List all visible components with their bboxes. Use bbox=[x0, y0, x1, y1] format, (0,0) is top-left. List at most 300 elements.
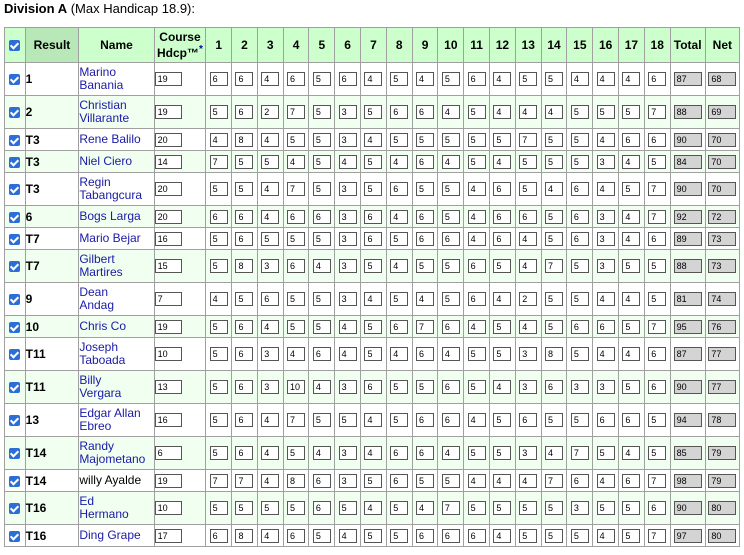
hole-score-input[interactable]: 6 bbox=[364, 232, 382, 246]
hole-score-input[interactable]: 4 bbox=[261, 446, 279, 460]
hole-score-input[interactable]: 3 bbox=[339, 259, 357, 273]
hole-score-input[interactable]: 4 bbox=[442, 105, 460, 119]
hole-score-input[interactable]: 5 bbox=[468, 501, 486, 515]
hole-score-input[interactable]: 5 bbox=[390, 380, 408, 394]
hole-score-input[interactable]: 5 bbox=[287, 133, 305, 147]
hole-score-input[interactable]: 3 bbox=[339, 182, 357, 196]
hole-score-input[interactable]: 4 bbox=[622, 72, 640, 86]
hdcp-input[interactable]: 14 bbox=[155, 155, 182, 169]
hole-score-input[interactable]: 6 bbox=[442, 232, 460, 246]
hole-score-input[interactable]: 5 bbox=[493, 320, 511, 334]
hole-score-input[interactable]: 6 bbox=[622, 133, 640, 147]
hole-score-input[interactable]: 5 bbox=[442, 259, 460, 273]
hole-score-input[interactable]: 5 bbox=[210, 347, 228, 361]
hole-score-input[interactable]: 4 bbox=[597, 72, 615, 86]
hole-score-input[interactable]: 4 bbox=[519, 259, 537, 273]
hole-score-input[interactable]: 5 bbox=[210, 501, 228, 515]
hole-score-input[interactable]: 5 bbox=[519, 529, 537, 543]
hole-score-input[interactable]: 5 bbox=[287, 232, 305, 246]
player-name-link[interactable] bbox=[79, 494, 128, 521]
hole-score-input[interactable]: 6 bbox=[235, 413, 253, 427]
row-checkbox[interactable] bbox=[9, 448, 20, 459]
hole-score-input[interactable]: 5 bbox=[313, 72, 331, 86]
hole-score-input[interactable]: 6 bbox=[287, 72, 305, 86]
hole-score-input[interactable]: 4 bbox=[622, 347, 640, 361]
hole-score-input[interactable]: 6 bbox=[468, 72, 486, 86]
hole-score-input[interactable]: 5 bbox=[235, 155, 253, 169]
hole-score-input[interactable]: 6 bbox=[442, 380, 460, 394]
hole-score-input[interactable]: 4 bbox=[390, 259, 408, 273]
hole-score-input[interactable]: 3 bbox=[339, 474, 357, 488]
hole-score-input[interactable]: 5 bbox=[545, 232, 563, 246]
hole-score-input[interactable]: 3 bbox=[261, 347, 279, 361]
hole-score-input[interactable]: 4 bbox=[210, 292, 228, 306]
hole-score-input[interactable]: 3 bbox=[261, 259, 279, 273]
hole-score-input[interactable]: 5 bbox=[493, 501, 511, 515]
hdcp-input[interactable]: 19 bbox=[155, 105, 182, 119]
hole-score-input[interactable]: 5 bbox=[416, 133, 434, 147]
hole-score-input[interactable]: 4 bbox=[287, 347, 305, 361]
hole-score-input[interactable]: 5 bbox=[493, 133, 511, 147]
hole-score-input[interactable]: 4 bbox=[364, 446, 382, 460]
hole-score-input[interactable]: 4 bbox=[571, 72, 589, 86]
hole-score-input[interactable]: 5 bbox=[442, 474, 460, 488]
hole-score-input[interactable]: 4 bbox=[313, 380, 331, 394]
hole-score-input[interactable]: 4 bbox=[416, 292, 434, 306]
hole-score-input[interactable]: 4 bbox=[261, 320, 279, 334]
row-checkbox[interactable] bbox=[9, 184, 20, 195]
hole-score-input[interactable]: 5 bbox=[390, 72, 408, 86]
hole-score-input[interactable]: 4 bbox=[597, 292, 615, 306]
hole-score-input[interactable]: 3 bbox=[519, 380, 537, 394]
hole-score-input[interactable]: 5 bbox=[364, 347, 382, 361]
hole-score-input[interactable]: 4 bbox=[468, 413, 486, 427]
hole-score-input[interactable]: 6 bbox=[519, 413, 537, 427]
hole-score-input[interactable]: 6 bbox=[313, 210, 331, 224]
hdcp-input[interactable]: 20 bbox=[155, 210, 182, 224]
hole-score-input[interactable]: 5 bbox=[210, 320, 228, 334]
row-checkbox[interactable] bbox=[9, 349, 20, 360]
hole-score-input[interactable]: 4 bbox=[390, 210, 408, 224]
hole-score-input[interactable]: 5 bbox=[210, 259, 228, 273]
hole-score-input[interactable]: 6 bbox=[364, 380, 382, 394]
hole-score-input[interactable]: 6 bbox=[571, 210, 589, 224]
hole-score-input[interactable]: 4 bbox=[545, 182, 563, 196]
hole-score-input[interactable]: 6 bbox=[571, 182, 589, 196]
hole-score-input[interactable]: 5 bbox=[622, 501, 640, 515]
hole-score-input[interactable]: 6 bbox=[416, 232, 434, 246]
hole-score-input[interactable]: 5 bbox=[235, 292, 253, 306]
hole-score-input[interactable]: 5 bbox=[468, 133, 486, 147]
row-checkbox[interactable] bbox=[9, 107, 20, 118]
hole-score-input[interactable]: 5 bbox=[571, 155, 589, 169]
hole-score-input[interactable]: 4 bbox=[416, 501, 434, 515]
hole-score-input[interactable]: 5 bbox=[571, 105, 589, 119]
hdcp-input[interactable]: 19 bbox=[155, 320, 182, 334]
hole-score-input[interactable]: 4 bbox=[442, 446, 460, 460]
hole-score-input[interactable]: 5 bbox=[442, 182, 460, 196]
select-all-checkbox[interactable] bbox=[9, 40, 20, 51]
hole-score-input[interactable]: 6 bbox=[210, 72, 228, 86]
player-name-link[interactable] bbox=[79, 528, 140, 542]
hole-score-input[interactable]: 5 bbox=[571, 347, 589, 361]
hole-score-input[interactable]: 4 bbox=[261, 413, 279, 427]
hole-score-input[interactable]: 6 bbox=[571, 474, 589, 488]
hole-score-input[interactable]: 5 bbox=[493, 259, 511, 273]
hole-score-input[interactable]: 4 bbox=[210, 133, 228, 147]
hole-score-input[interactable]: 5 bbox=[442, 72, 460, 86]
hole-score-input[interactable]: 6 bbox=[210, 210, 228, 224]
hole-score-input[interactable]: 7 bbox=[648, 529, 666, 543]
hole-score-input[interactable]: 4 bbox=[364, 501, 382, 515]
hole-score-input[interactable]: 6 bbox=[571, 232, 589, 246]
player-name-link[interactable] bbox=[79, 285, 114, 312]
hole-score-input[interactable]: 5 bbox=[442, 292, 460, 306]
hdcp-input[interactable]: 17 bbox=[155, 529, 182, 543]
hole-score-input[interactable]: 6 bbox=[493, 182, 511, 196]
hole-score-input[interactable]: 6 bbox=[390, 446, 408, 460]
row-checkbox[interactable] bbox=[9, 234, 20, 245]
hole-score-input[interactable]: 6 bbox=[287, 210, 305, 224]
hole-score-input[interactable]: 6 bbox=[416, 105, 434, 119]
hole-score-input[interactable]: 6 bbox=[287, 259, 305, 273]
hole-score-input[interactable]: 6 bbox=[235, 347, 253, 361]
hole-score-input[interactable]: 6 bbox=[313, 474, 331, 488]
hole-score-input[interactable]: 6 bbox=[261, 292, 279, 306]
hole-score-input[interactable]: 6 bbox=[235, 210, 253, 224]
hole-score-input[interactable]: 5 bbox=[416, 380, 434, 394]
hole-score-input[interactable]: 5 bbox=[597, 501, 615, 515]
player-name-link[interactable] bbox=[79, 319, 126, 333]
hole-score-input[interactable]: 6 bbox=[468, 292, 486, 306]
hole-score-input[interactable]: 6 bbox=[235, 320, 253, 334]
hole-score-input[interactable]: 5 bbox=[545, 210, 563, 224]
hole-score-input[interactable]: 7 bbox=[545, 474, 563, 488]
hole-score-input[interactable]: 5 bbox=[571, 292, 589, 306]
result-header[interactable]: Result bbox=[25, 28, 79, 63]
hole-score-input[interactable]: 3 bbox=[339, 380, 357, 394]
hole-score-input[interactable]: 7 bbox=[287, 413, 305, 427]
hole-score-input[interactable]: 4 bbox=[261, 72, 279, 86]
row-checkbox[interactable] bbox=[9, 261, 20, 272]
hole-score-input[interactable]: 5 bbox=[648, 413, 666, 427]
hole-score-input[interactable]: 4 bbox=[364, 72, 382, 86]
hole-score-input[interactable]: 4 bbox=[622, 292, 640, 306]
hdcp-input[interactable]: 10 bbox=[155, 347, 182, 361]
hole-score-input[interactable]: 5 bbox=[390, 413, 408, 427]
hole-score-input[interactable]: 7 bbox=[648, 474, 666, 488]
hole-score-input[interactable]: 6 bbox=[416, 529, 434, 543]
hole-score-input[interactable]: 5 bbox=[235, 501, 253, 515]
hole-score-input[interactable]: 5 bbox=[622, 182, 640, 196]
hole-score-input[interactable]: 4 bbox=[493, 292, 511, 306]
hole-score-input[interactable]: 6 bbox=[390, 320, 408, 334]
hole-score-input[interactable]: 5 bbox=[364, 105, 382, 119]
hole-score-input[interactable]: 4 bbox=[597, 182, 615, 196]
hole-score-input[interactable]: 4 bbox=[468, 210, 486, 224]
hole-score-input[interactable]: 6 bbox=[313, 347, 331, 361]
hole-score-input[interactable]: 4 bbox=[468, 182, 486, 196]
hole-score-input[interactable]: 5 bbox=[390, 133, 408, 147]
hole-score-input[interactable]: 5 bbox=[519, 155, 537, 169]
hole-score-input[interactable]: 5 bbox=[442, 210, 460, 224]
hole-score-input[interactable]: 5 bbox=[235, 182, 253, 196]
hole-score-input[interactable]: 5 bbox=[390, 292, 408, 306]
hdcp-input[interactable]: 15 bbox=[155, 259, 182, 273]
hole-score-input[interactable]: 6 bbox=[235, 105, 253, 119]
hole-score-input[interactable]: 5 bbox=[287, 446, 305, 460]
hole-score-input[interactable]: 5 bbox=[597, 105, 615, 119]
hole-score-input[interactable]: 7 bbox=[571, 446, 589, 460]
row-checkbox[interactable] bbox=[9, 531, 20, 542]
hole-score-input[interactable]: 6 bbox=[648, 133, 666, 147]
hole-score-input[interactable]: 5 bbox=[545, 501, 563, 515]
hole-score-input[interactable]: 4 bbox=[339, 155, 357, 169]
hdcp-input[interactable]: 7 bbox=[155, 292, 182, 306]
hole-score-input[interactable]: 7 bbox=[648, 320, 666, 334]
hole-score-input[interactable]: 3 bbox=[519, 347, 537, 361]
hole-score-input[interactable]: 5 bbox=[468, 105, 486, 119]
hole-score-input[interactable]: 3 bbox=[261, 380, 279, 394]
hole-score-input[interactable]: 5 bbox=[339, 501, 357, 515]
hole-score-input[interactable]: 4 bbox=[442, 155, 460, 169]
hole-score-input[interactable]: 4 bbox=[390, 155, 408, 169]
hdcp-input[interactable]: 16 bbox=[155, 232, 182, 246]
hole-score-input[interactable]: 6 bbox=[210, 529, 228, 543]
hole-score-input[interactable]: 5 bbox=[519, 72, 537, 86]
player-name-link[interactable] bbox=[79, 406, 140, 433]
hole-score-input[interactable]: 5 bbox=[364, 474, 382, 488]
hole-score-input[interactable]: 6 bbox=[287, 529, 305, 543]
hole-score-input[interactable]: 5 bbox=[339, 413, 357, 427]
hole-score-input[interactable]: 5 bbox=[210, 413, 228, 427]
hole-score-input[interactable]: 4 bbox=[261, 210, 279, 224]
hole-score-input[interactable]: 5 bbox=[313, 320, 331, 334]
hole-score-input[interactable]: 6 bbox=[597, 320, 615, 334]
hole-score-input[interactable]: 5 bbox=[416, 474, 434, 488]
hole-score-input[interactable]: 5 bbox=[364, 155, 382, 169]
hole-score-input[interactable]: 7 bbox=[648, 105, 666, 119]
player-name-link[interactable] bbox=[79, 175, 142, 202]
hole-score-input[interactable]: 4 bbox=[339, 347, 357, 361]
hole-score-input[interactable]: 5 bbox=[648, 155, 666, 169]
hole-score-input[interactable]: 8 bbox=[235, 259, 253, 273]
hole-score-input[interactable]: 5 bbox=[261, 155, 279, 169]
hole-score-input[interactable]: 5 bbox=[597, 446, 615, 460]
hole-score-input[interactable]: 6 bbox=[648, 232, 666, 246]
hole-score-input[interactable]: 5 bbox=[364, 259, 382, 273]
hole-score-input[interactable]: 5 bbox=[545, 413, 563, 427]
hole-score-input[interactable]: 4 bbox=[261, 529, 279, 543]
hole-score-input[interactable]: 4 bbox=[468, 320, 486, 334]
hole-score-input[interactable]: 5 bbox=[364, 320, 382, 334]
hole-score-input[interactable]: 7 bbox=[442, 501, 460, 515]
hole-score-input[interactable]: 7 bbox=[648, 210, 666, 224]
hole-score-input[interactable]: 5 bbox=[313, 529, 331, 543]
hole-score-input[interactable]: 5 bbox=[545, 320, 563, 334]
hole-score-input[interactable]: 5 bbox=[313, 232, 331, 246]
player-name-link[interactable] bbox=[79, 154, 132, 168]
hole-score-input[interactable]: 6 bbox=[416, 210, 434, 224]
hole-score-input[interactable]: 4 bbox=[493, 72, 511, 86]
hole-score-input[interactable]: 5 bbox=[210, 232, 228, 246]
hole-score-input[interactable]: 6 bbox=[648, 501, 666, 515]
hole-score-input[interactable]: 7 bbox=[648, 182, 666, 196]
hole-score-input[interactable]: 6 bbox=[442, 413, 460, 427]
hole-score-input[interactable]: 6 bbox=[442, 320, 460, 334]
hole-score-input[interactable]: 4 bbox=[519, 105, 537, 119]
hole-score-input[interactable]: 5 bbox=[210, 446, 228, 460]
hole-score-input[interactable]: 4 bbox=[442, 347, 460, 361]
hole-score-input[interactable]: 5 bbox=[622, 259, 640, 273]
hole-score-input[interactable]: 10 bbox=[287, 380, 305, 394]
hole-score-input[interactable]: 4 bbox=[622, 446, 640, 460]
hole-score-input[interactable]: 8 bbox=[545, 347, 563, 361]
hole-score-input[interactable]: 6 bbox=[235, 446, 253, 460]
hole-score-input[interactable]: 5 bbox=[571, 259, 589, 273]
hole-score-input[interactable]: 5 bbox=[519, 501, 537, 515]
hole-score-input[interactable]: 5 bbox=[571, 133, 589, 147]
hole-score-input[interactable]: 3 bbox=[597, 210, 615, 224]
hole-score-input[interactable]: 5 bbox=[493, 347, 511, 361]
player-name-link[interactable] bbox=[79, 132, 140, 146]
hole-score-input[interactable]: 6 bbox=[313, 501, 331, 515]
hole-score-input[interactable]: 5 bbox=[390, 501, 408, 515]
hole-score-input[interactable]: 5 bbox=[287, 501, 305, 515]
hole-score-input[interactable]: 7 bbox=[287, 105, 305, 119]
hole-score-input[interactable]: 5 bbox=[210, 105, 228, 119]
hole-score-input[interactable]: 7 bbox=[519, 133, 537, 147]
hole-score-input[interactable]: 3 bbox=[339, 446, 357, 460]
hole-score-input[interactable]: 6 bbox=[390, 474, 408, 488]
hole-score-input[interactable]: 5 bbox=[210, 380, 228, 394]
hole-score-input[interactable]: 3 bbox=[339, 133, 357, 147]
hole-score-input[interactable]: 5 bbox=[287, 292, 305, 306]
hole-score-input[interactable]: 6 bbox=[390, 182, 408, 196]
player-name-link[interactable] bbox=[79, 340, 125, 367]
hole-score-input[interactable]: 3 bbox=[597, 155, 615, 169]
hole-score-input[interactable]: 5 bbox=[313, 155, 331, 169]
row-checkbox[interactable] bbox=[9, 74, 20, 85]
hole-score-input[interactable]: 4 bbox=[545, 105, 563, 119]
row-checkbox[interactable] bbox=[9, 212, 20, 223]
player-name-link[interactable] bbox=[79, 252, 122, 279]
hole-score-input[interactable]: 6 bbox=[416, 446, 434, 460]
hole-score-input[interactable]: 3 bbox=[339, 105, 357, 119]
hole-score-input[interactable]: 3 bbox=[597, 259, 615, 273]
hole-score-input[interactable]: 4 bbox=[287, 155, 305, 169]
hole-score-input[interactable]: 4 bbox=[597, 133, 615, 147]
hole-score-input[interactable]: 6 bbox=[648, 72, 666, 86]
player-name-link[interactable] bbox=[79, 373, 121, 400]
hole-score-input[interactable]: 4 bbox=[493, 474, 511, 488]
hole-score-input[interactable]: 5 bbox=[571, 529, 589, 543]
hole-score-input[interactable]: 6 bbox=[571, 320, 589, 334]
hole-score-input[interactable]: 6 bbox=[468, 529, 486, 543]
row-checkbox[interactable] bbox=[9, 415, 20, 426]
hole-score-input[interactable]: 7 bbox=[545, 259, 563, 273]
hole-score-input[interactable]: 6 bbox=[622, 474, 640, 488]
hole-score-input[interactable]: 7 bbox=[416, 320, 434, 334]
hole-score-input[interactable]: 6 bbox=[622, 413, 640, 427]
hole-score-input[interactable]: 4 bbox=[313, 259, 331, 273]
row-checkbox[interactable] bbox=[9, 135, 20, 146]
hole-score-input[interactable]: 8 bbox=[287, 474, 305, 488]
hole-score-input[interactable]: 6 bbox=[545, 380, 563, 394]
hole-score-input[interactable]: 7 bbox=[210, 155, 228, 169]
hole-score-input[interactable]: 3 bbox=[519, 446, 537, 460]
hole-score-input[interactable]: 6 bbox=[235, 232, 253, 246]
hole-score-input[interactable]: 4 bbox=[622, 155, 640, 169]
hole-score-input[interactable]: 6 bbox=[648, 380, 666, 394]
hdcp-input[interactable]: 16 bbox=[155, 413, 182, 427]
hole-score-input[interactable]: 5 bbox=[468, 380, 486, 394]
hole-score-input[interactable]: 6 bbox=[235, 72, 253, 86]
hole-score-input[interactable]: 5 bbox=[390, 232, 408, 246]
hole-score-input[interactable]: 4 bbox=[519, 232, 537, 246]
hole-score-input[interactable]: 6 bbox=[364, 210, 382, 224]
hole-score-input[interactable]: 5 bbox=[261, 232, 279, 246]
hole-score-input[interactable]: 6 bbox=[390, 105, 408, 119]
hole-score-input[interactable]: 3 bbox=[339, 292, 357, 306]
row-checkbox[interactable] bbox=[9, 476, 20, 487]
row-checkbox[interactable] bbox=[9, 294, 20, 305]
hole-score-input[interactable]: 5 bbox=[313, 413, 331, 427]
hole-score-input[interactable]: 5 bbox=[493, 446, 511, 460]
hdcp-input[interactable]: 20 bbox=[155, 133, 182, 147]
hole-score-input[interactable]: 6 bbox=[597, 413, 615, 427]
hole-score-input[interactable]: 6 bbox=[519, 210, 537, 224]
hole-score-input[interactable]: 8 bbox=[235, 529, 253, 543]
hole-score-input[interactable]: 5 bbox=[493, 413, 511, 427]
hole-score-input[interactable]: 3 bbox=[571, 501, 589, 515]
hole-score-input[interactable]: 3 bbox=[597, 380, 615, 394]
hole-score-input[interactable]: 5 bbox=[313, 182, 331, 196]
hole-score-input[interactable]: 4 bbox=[622, 232, 640, 246]
hole-score-input[interactable]: 4 bbox=[261, 474, 279, 488]
hole-score-input[interactable]: 6 bbox=[493, 232, 511, 246]
hole-score-input[interactable]: 4 bbox=[364, 133, 382, 147]
hole-score-input[interactable]: 5 bbox=[442, 133, 460, 147]
hole-score-input[interactable]: 4 bbox=[339, 320, 357, 334]
hole-score-input[interactable]: 5 bbox=[416, 182, 434, 196]
hole-score-input[interactable]: 2 bbox=[519, 292, 537, 306]
hole-score-input[interactable]: 6 bbox=[416, 347, 434, 361]
hole-score-input[interactable]: 4 bbox=[493, 529, 511, 543]
hole-score-input[interactable]: 6 bbox=[493, 210, 511, 224]
hole-score-input[interactable]: 3 bbox=[571, 380, 589, 394]
row-checkbox[interactable] bbox=[9, 382, 20, 393]
hole-score-input[interactable]: 7 bbox=[235, 474, 253, 488]
row-checkbox[interactable] bbox=[9, 503, 20, 514]
hole-score-input[interactable]: 4 bbox=[597, 347, 615, 361]
hole-score-input[interactable]: 4 bbox=[493, 105, 511, 119]
hole-score-input[interactable]: 5 bbox=[648, 259, 666, 273]
hole-score-input[interactable]: 5 bbox=[468, 347, 486, 361]
hole-score-input[interactable]: 4 bbox=[339, 529, 357, 543]
hole-score-input[interactable]: 5 bbox=[571, 413, 589, 427]
hole-score-input[interactable]: 4 bbox=[597, 474, 615, 488]
hole-score-input[interactable]: 3 bbox=[339, 210, 357, 224]
hole-score-input[interactable]: 5 bbox=[287, 320, 305, 334]
hdcp-input[interactable]: 13 bbox=[155, 380, 182, 394]
hole-score-input[interactable]: 6 bbox=[648, 347, 666, 361]
hole-score-input[interactable]: 5 bbox=[545, 155, 563, 169]
hole-score-input[interactable]: 5 bbox=[313, 133, 331, 147]
hole-score-input[interactable]: 5 bbox=[519, 182, 537, 196]
player-name-link[interactable] bbox=[79, 98, 129, 125]
hole-score-input[interactable]: 6 bbox=[235, 380, 253, 394]
